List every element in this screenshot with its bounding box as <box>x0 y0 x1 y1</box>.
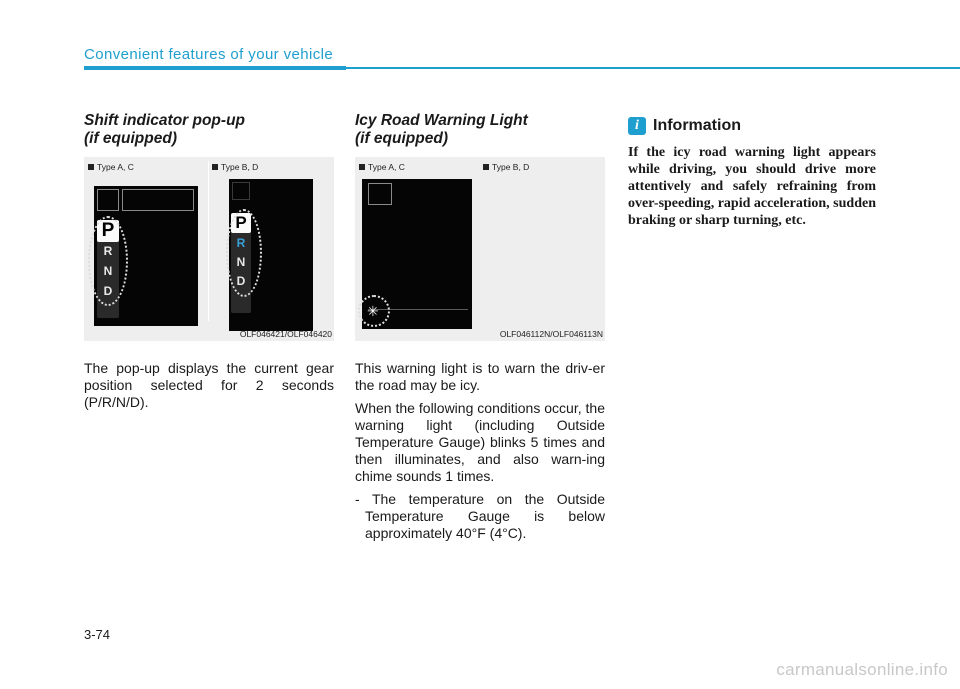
gear-p-selected: P <box>231 213 251 233</box>
type-b-label: Type B, D <box>212 162 258 172</box>
gear-d: D <box>236 274 246 288</box>
gear-n: N <box>103 264 113 278</box>
shift-indicator-title: Shift indicator pop-up (if equipped) <box>84 112 246 147</box>
shift-indicator-figure <box>84 157 334 341</box>
watermark: carmanualsonline.info <box>776 660 948 679</box>
gear-d: D <box>103 284 113 298</box>
gear-p-selected: P <box>97 220 119 242</box>
section-header: Convenient features of your vehicle <box>84 46 334 63</box>
icy-road-warning-icon: ✳ <box>367 303 379 319</box>
cluster-screen-type-a <box>94 186 198 326</box>
header-rule-accent <box>84 66 346 70</box>
type-b-label: Type B, D <box>483 162 529 172</box>
info-heading: Information <box>653 117 741 134</box>
figure-code: OLF046421/OLF046420 <box>239 329 332 339</box>
cluster-screen-type-a <box>362 179 472 329</box>
type-a-label: Type A, C <box>359 162 405 172</box>
cluster-screen-type-b <box>229 179 313 331</box>
highlight-ring <box>226 209 262 297</box>
type-a-label: Type A, C <box>88 162 134 172</box>
icy-road-title: Icy Road Warning Light (if equipped) <box>355 112 528 147</box>
icy-road-figure <box>355 157 605 341</box>
figure-code: OLF046112N/OLF046113N <box>499 329 603 339</box>
gear-r: R <box>236 236 246 250</box>
info-icon: i <box>628 117 646 135</box>
gear-n: N <box>236 255 246 269</box>
page-number: 3-74 <box>84 627 111 642</box>
shift-indicator-description: The pop-up displays the current gear position selected for 2 seconds (P/R/N/D). <box>84 360 334 410</box>
info-text: If the icy road warning light appears while driving, you should drive more attentively and safely refraining from over-speeding, rapid acceleration, sudden braking or sharp turning, etc. <box>628 145 876 228</box>
icy-road-description: This warning light is to warn the driv-er the road may be icy. When the following conditions occur, the warning light (including Outside Temperature Gauge) blinks 5 times and then illuminates, and also warn-ing chime sounds 1 times. - The temperature on the Outside Temperature Gauge is below approximately 40°F (4°C). <box>355 360 605 541</box>
gear-r: R <box>103 244 113 258</box>
highlight-ring <box>88 216 128 306</box>
